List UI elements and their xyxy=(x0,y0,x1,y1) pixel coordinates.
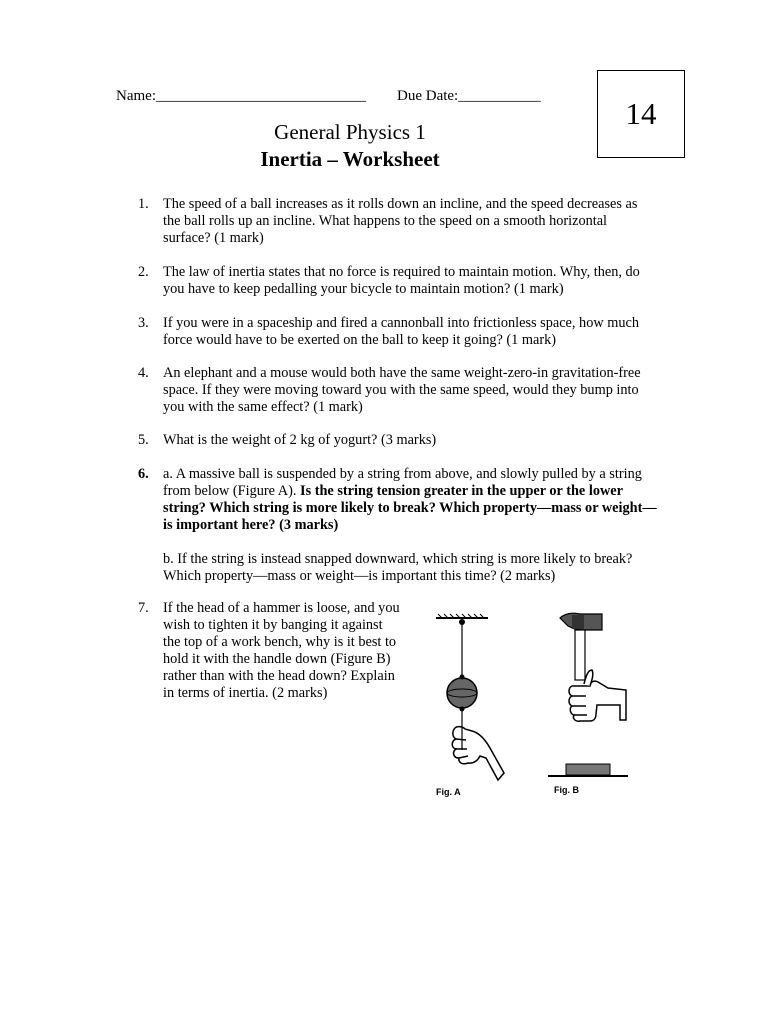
hammer-handle xyxy=(575,630,585,680)
question-number: 2. xyxy=(138,264,149,280)
question-number: 5. xyxy=(138,432,149,448)
hammer-head xyxy=(560,613,602,630)
question-6a xyxy=(163,466,658,534)
question-5 xyxy=(138,432,658,449)
question-1 xyxy=(138,196,658,247)
question-text: What is the weight of 2 kg of yogurt? (3 marks) xyxy=(163,432,437,448)
question-text: The law of inertia states that no force is required to maintain motion. Why, then, do you have to keep pedalling your bicycle to maintain motion? (1 mark) xyxy=(163,264,640,297)
massive-ball xyxy=(447,675,477,712)
question-text: If the head of a hammer is loose, and you wish to tighten it by banging it against the top of a work bench, why is it best to hold it with the handle down (Figure B) rather than with the head down? Explain in terms of inertia. (2 marks) xyxy=(163,600,400,701)
ceiling-mount xyxy=(436,614,488,625)
question-6 xyxy=(138,466,658,585)
question-number: 1. xyxy=(138,196,149,212)
figure-a-label: Fig. A xyxy=(436,787,461,797)
due-date-field-label: Due Date:___________ xyxy=(397,88,541,104)
figure-illustration xyxy=(422,600,650,808)
question-6b-text: b. If the string is instead snapped downward, which string is more likely to break? Which property—mass or weight—is important this time? (2 marks) xyxy=(163,551,633,584)
inertia-figure xyxy=(422,600,650,808)
question-number: 3. xyxy=(138,315,149,331)
page-title: Inertia – Worksheet xyxy=(260,147,440,171)
pulling-hand xyxy=(452,727,504,780)
question-text: An elephant and a mouse would both have the same weight-zero-in gravitation-free space. If they were moving toward you with the same speed, would they bump into you with the same effect? (1 mark) xyxy=(163,365,641,415)
question-number: 6. xyxy=(138,466,149,482)
question-text: If you were in a spaceship and fired a cannonball into frictionless space, how much force would have to be exerted on the ball to keep it going? (1 mark) xyxy=(163,315,640,348)
question-text: The speed of a ball increases as it rolls down an incline, and the speed decreases as the ball rolls up an incline. What happens to the speed on a smooth horizontal surface? (1 mark) xyxy=(163,196,638,246)
worksheet-number: 14 xyxy=(625,96,657,131)
question-number: 4. xyxy=(138,365,149,381)
figure-b-label: Fig. B xyxy=(554,785,579,795)
question-3 xyxy=(138,315,658,349)
question-6a-bold-text: Is the string tension greater in the upper or the lower string? Which string is more likely to break? Which property—mass or weight—is important here? (3 marks) xyxy=(163,483,657,533)
question-number: 7. xyxy=(138,600,149,616)
subject-heading: General Physics 1 xyxy=(274,120,426,144)
work-bench xyxy=(548,764,628,776)
question-6a-text: a. A massive ball is suspended by a string from above, and slowly pulled by a string from below (Figure A). xyxy=(163,466,642,499)
question-2 xyxy=(138,264,658,298)
question-4 xyxy=(138,365,658,416)
name-field-label: Name:____________________________ xyxy=(116,88,366,104)
